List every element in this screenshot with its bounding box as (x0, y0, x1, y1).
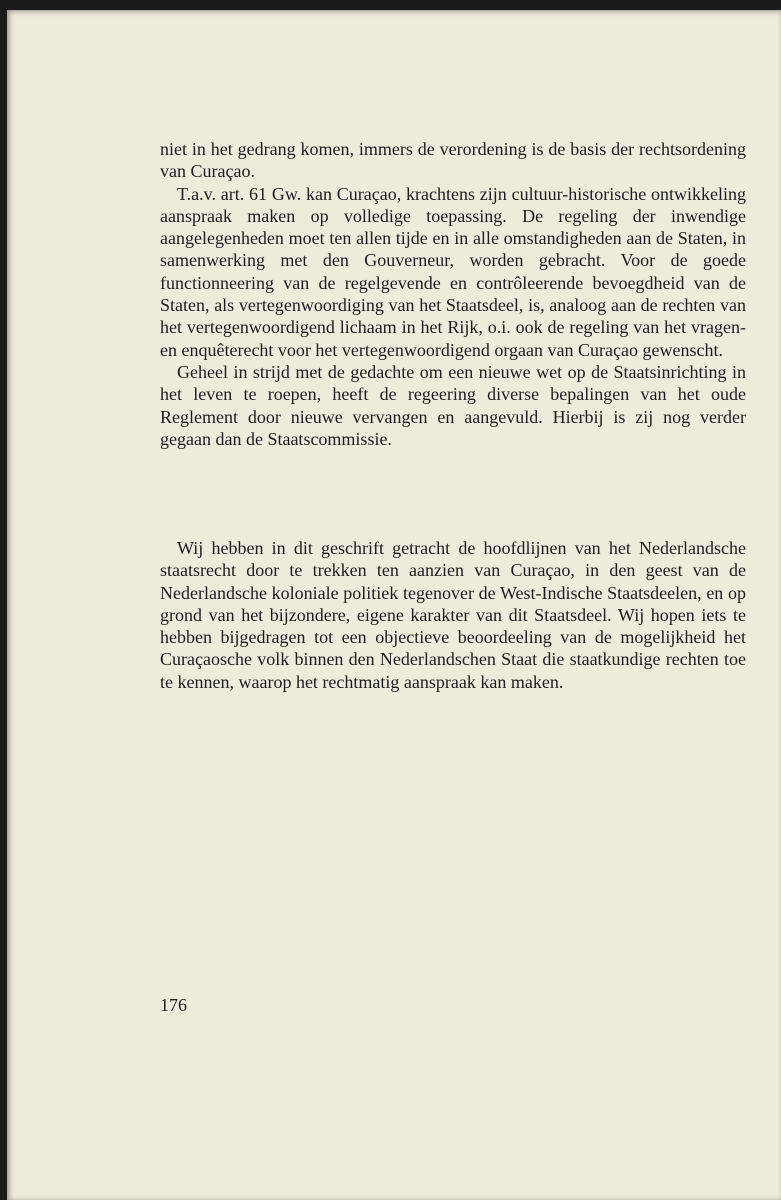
body-section-2 (160, 537, 746, 693)
body-section-1 (160, 138, 746, 450)
paragraph-staatsinrichting: Geheel in strijd met de gedachte om een nieuwe wet op de Staatsinrichting in het leven te roepen, heeft de regeering diverse bepalingen van het oude Reglement door nieuwe vervangen en aangevuld. Hierbij is zij nog verder gegaan dan de Staatscommissie. (160, 361, 746, 449)
book-page (7, 10, 781, 1200)
paragraph-conclusion: Wij hebben in dit geschrift getracht de hoofdlijnen van het Nederlandsche staatsrecht door te trekken ten aanzien van Curaçao, in den geest van de Nederlandsche koloniale politiek tegenover de West-Indische Staatsdeelen, en op grond van het bijzondere, eigene karakter van dit Staatsdeel. Wij hopen iets te hebben bijgedragen tot een objectieve beoordeeling van de mogelijkheid het Curaçaosche volk binnen den Nederlandschen Staat die staatkundige rechten toe te kennen, waarop het rechtmatig aanspraak kan maken. (160, 538, 746, 692)
page-number: 176 (160, 995, 187, 1015)
paragraph-art-61: T.a.v. art. 61 Gw. kan Curaçao, krachtens zijn cultuur-historische ontwikkeling aanspraak maken op volledige toepassing. De regeling der inwendige aangelegenheden moet ten allen tijde en in alle omstandigheden aan de Staten, in samenwerking met den Gouverneur, worden gebracht. Voor de goede functionneering van de regelgevende en contrôleerende bevoegdheid van de Staten, als vertegenwoordiging van het Staatsdeel, is, analoog aan de rechten van het vertegenwoordigend lichaam in het Rijk, o.i. ook de regeling van het vragen- en enquêterecht voor het vertegenwoordigend orgaan van Curaçao gewenscht. (160, 183, 746, 360)
paragraph-continuation: niet in het gedrang komen, immers de verordening is de basis der rechtsordening van Curaçao. (160, 139, 746, 182)
